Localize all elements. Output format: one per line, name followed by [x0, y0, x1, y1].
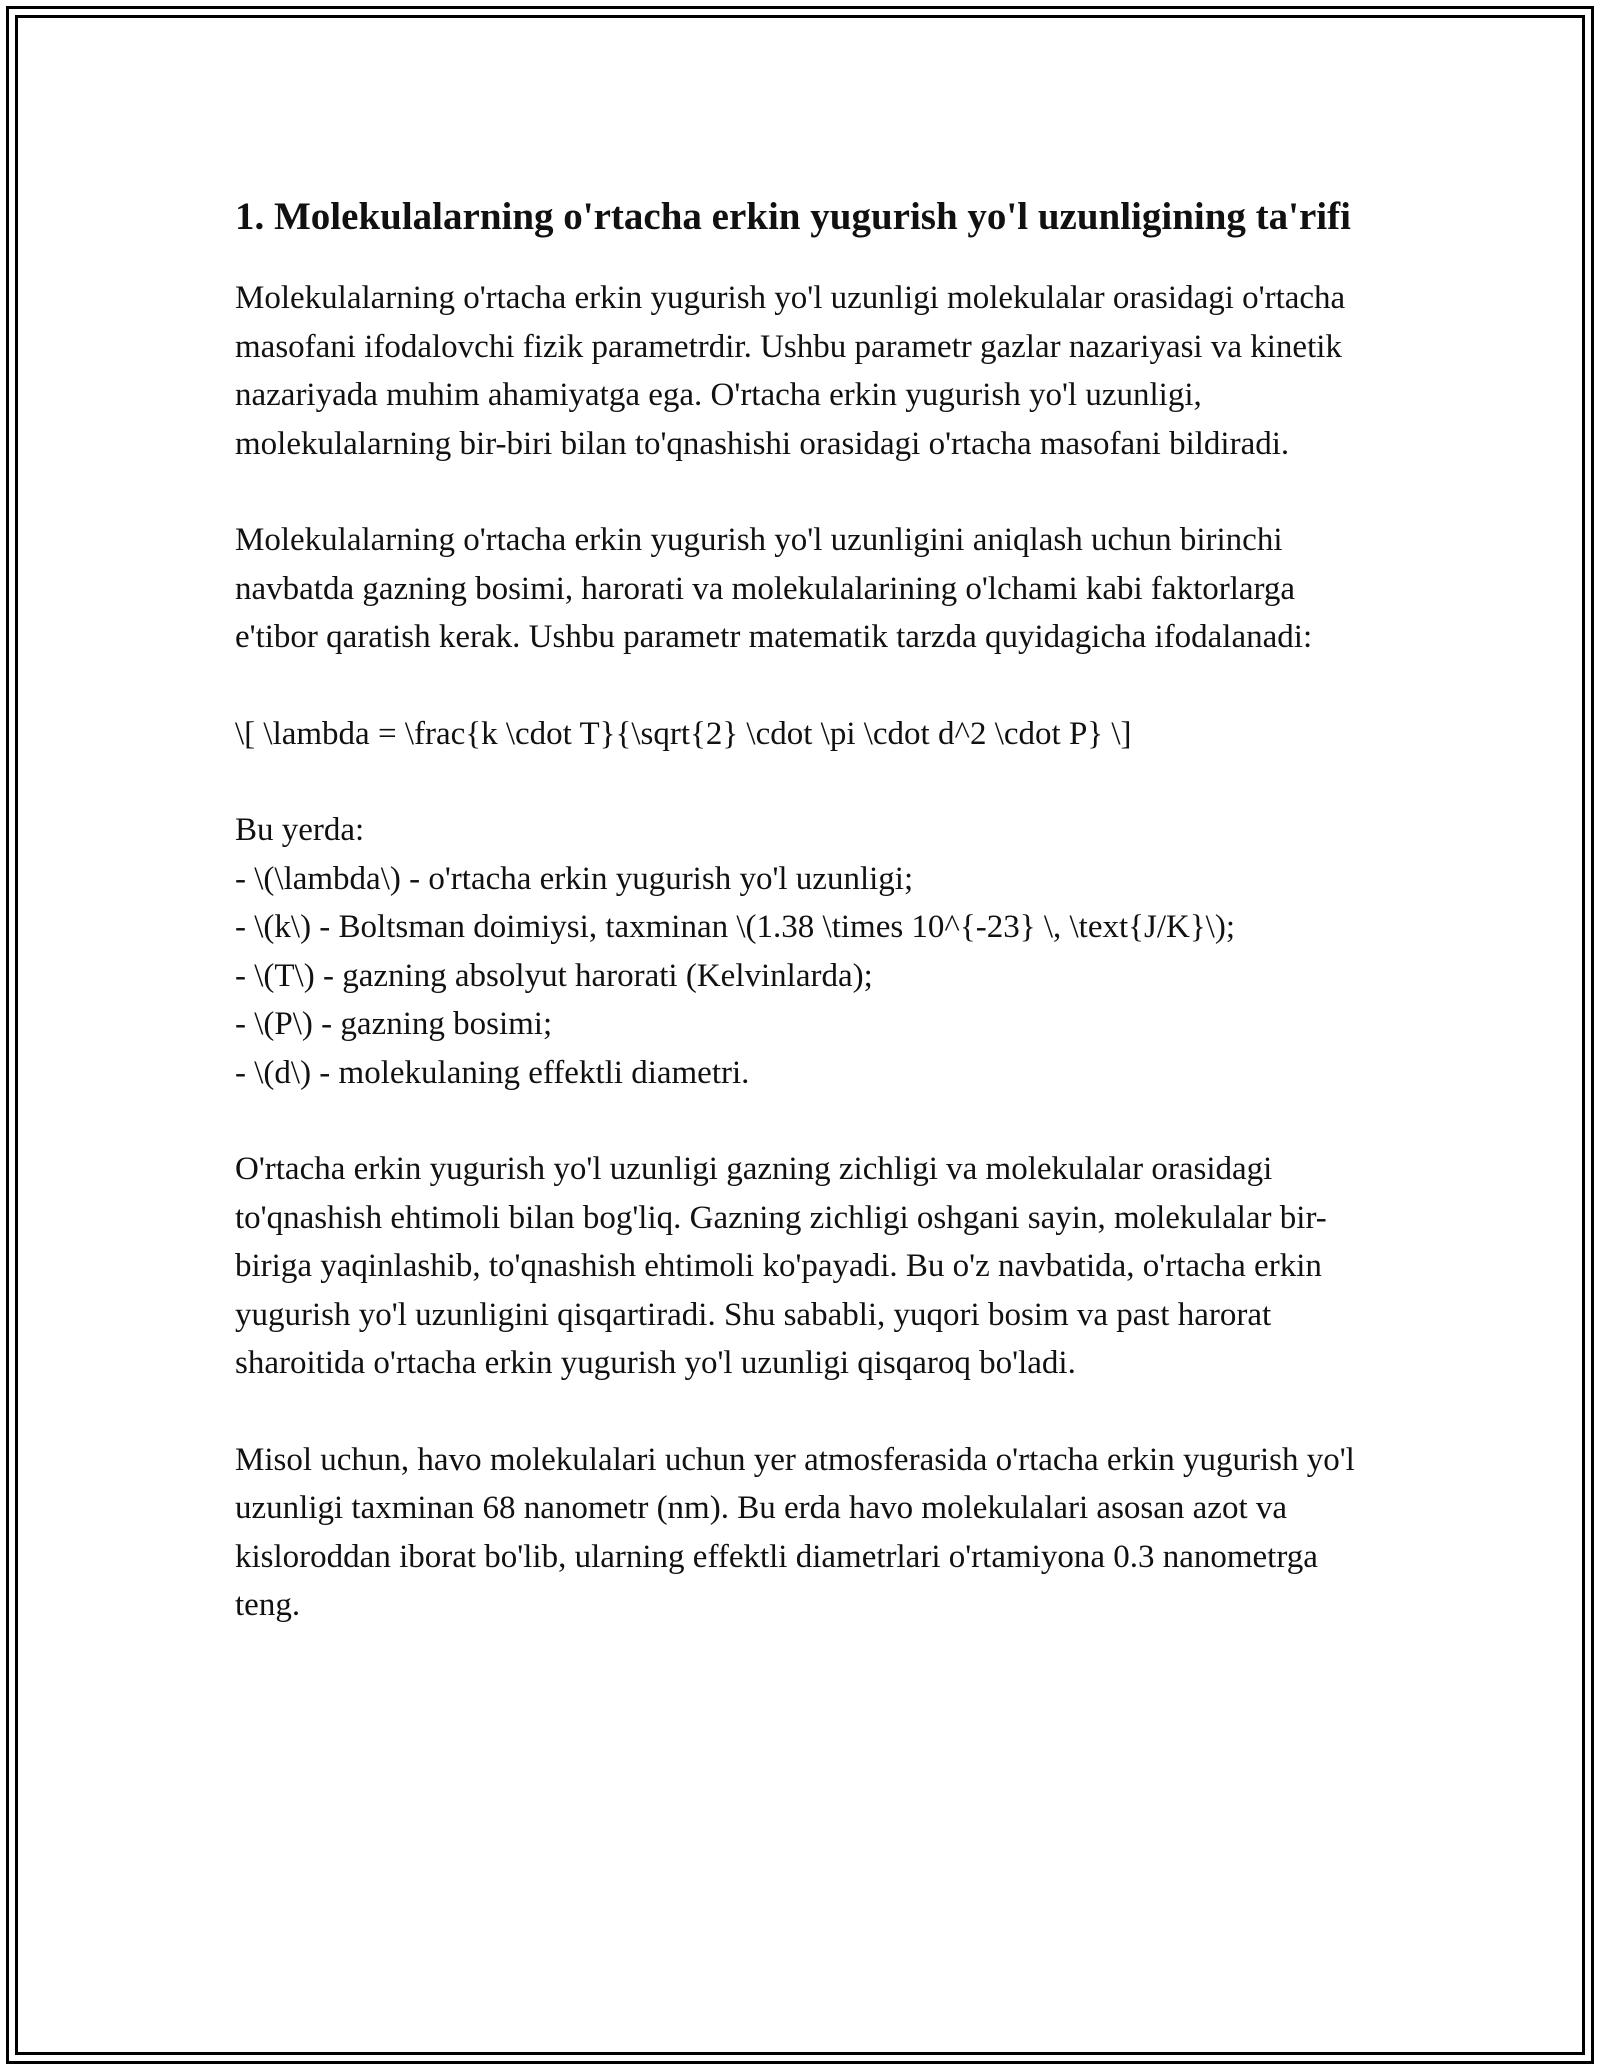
definition-item-d: - \(d\) - molekulaning effektli diametri.: [235, 1054, 750, 1091]
paragraph-factors: Molekulalarning o'rtacha erkin yugurish yo'l uzunligini aniqlash uchun birinchi navbatda gazning bosimi, harorati va molekulalarining o'lchami kabi faktorlarga e'tibor qaratish kerak. Ushbu parametr matematik tarzda quyidagicha ifodalanadi:: [235, 522, 1313, 655]
definition-item-lambda: - \(\lambda\) - o'rtacha erkin yugurish yo'l uzunligi;: [235, 860, 914, 897]
definitions-list: [235, 806, 1365, 1097]
section-heading: 1. Molekulalarning o'rtacha erkin yugurish yo'l uzunligining ta'rifi: [235, 195, 1351, 238]
definition-item-k: - \(k\) - Boltsman doimiysi, taxminan \(1.38 \times 10^{-23} \, \text{J/K}\);: [235, 909, 1236, 945]
definitions-intro: Bu yerda:: [235, 812, 365, 848]
definition-item-p: - \(P\) - gazning bosimi;: [235, 1006, 553, 1042]
formula-latex: \[ \lambda = \frac{k \cdot T}{\sqrt{2} \cdot \pi \cdot d^2 \cdot P} \]: [235, 715, 1132, 752]
paragraph-definition: Molekulalarning o'rtacha erkin yugurish yo'l uzunligi molekulalar orasidagi o'rtacha masofani ifodalovchi fizik parametrdir. Ushbu parametr gazlar nazariyasi va kinetik nazariyada muhim ahamiyatga ega. O'rtacha erkin yugurish yo'l uzunligi, molekulalarning bir-biri bilan to'qnashishi orasidagi o'rtacha masofani bildiradi.: [235, 280, 1346, 462]
paragraph-density: O'rtacha erkin yugurish yo'l uzunligi gazning zichligi va molekulalar orasidagi to'qnashish ehtimoli bilan bog'liq. Gazning zichligi oshgani sayin, molekulalar bir-biriga yaqinlashib, to'qnashish ehtimoli ko'payadi. Bu o'z navbatida, o'rtacha erkin yugurish yo'l uzunligini qisqartiradi. Shu sababli, yuqori bosim va past harorat sharoitida o'rtacha erkin yugurish yo'l uzunligi qisqaroq bo'ladi.: [235, 1151, 1327, 1381]
paragraph-example: Misol uchun, havo molekulalari uchun yer atmosferasida o'rtacha erkin yugurish yo'l uzunligi taxminan 68 nanometr (nm). Bu erda havo molekulalari asosan azot va kisloroddan iborat bo'lib, ularning effektli diametrlari o'rtamiyona 0.3 nanometrga teng.: [235, 1441, 1355, 1623]
document-body: [235, 190, 1365, 1678]
definition-item-t: - \(T\) - gazning absolyut harorati (Kelvinlarda);: [235, 957, 873, 994]
